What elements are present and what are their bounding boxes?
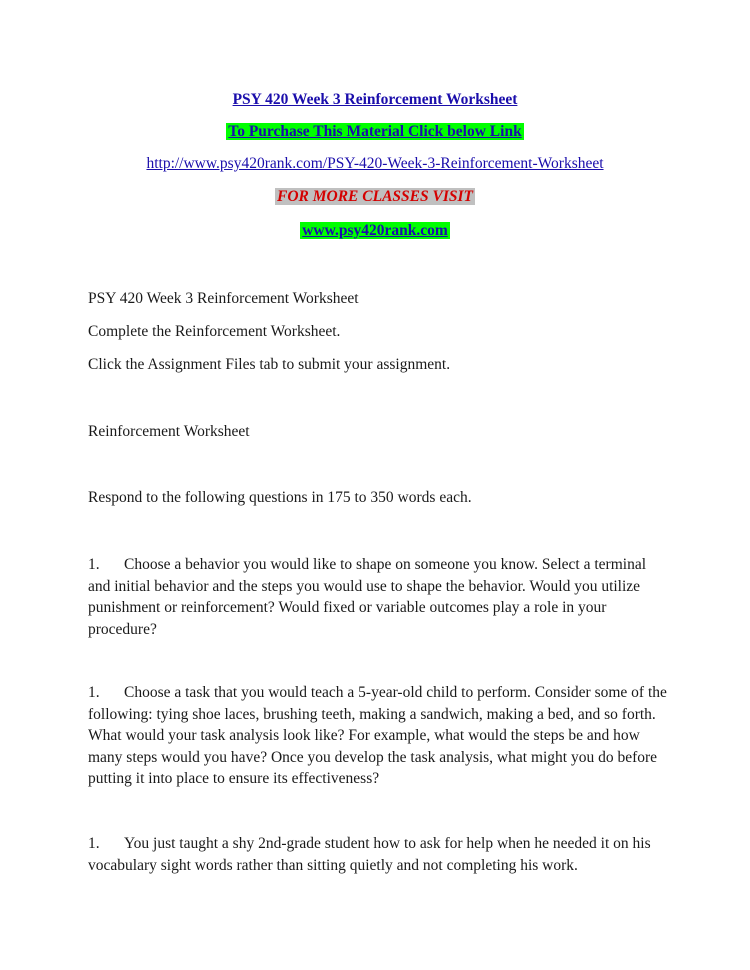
question-text: You just taught a shy 2nd-grade student how to ask for help when he needed it on his vocabulary sight words rather than sitting quietly and not completing his work. [88, 835, 651, 874]
question-number: 1. [88, 835, 100, 852]
section-heading: Reinforcement Worksheet [88, 423, 250, 440]
purchase-line [0, 122, 750, 142]
question-3 [88, 833, 668, 876]
site-link[interactable]: www.psy420rank.com [302, 222, 448, 239]
purchase-link[interactable]: To Purchase This Material Click below Link [228, 123, 522, 140]
instruction-1: Complete the Reinforcement Worksheet. [88, 323, 341, 340]
question-text: Choose a behavior you would like to shape on someone you know. Select a terminal and initial behavior and the steps you would use to shape the behavior. Would you utilize punishment or reinforcement? Would fixed or variable outcomes play a role in your procedure? [88, 556, 647, 638]
question-text: Choose a task that you would teach a 5-year-old child to perform. Consider some of the following: tying shoe laces, brushing teeth, making a sandwich, making a bed, and so forth. What would your task analysis look like? For example, what would the steps be and how many steps would you have? Once you develop the task analysis, what might you do before putting it into place to ensure its effectiveness? [88, 684, 667, 787]
question-number: 1. [88, 684, 100, 701]
instruction-2: Click the Assignment Files tab to submit your assignment. [88, 356, 451, 373]
more-classes-line [0, 187, 750, 207]
more-classes-text: FOR MORE CLASSES VISIT [277, 188, 473, 205]
question-2 [88, 682, 668, 790]
title-link[interactable]: PSY 420 Week 3 Reinforcement Worksheet [232, 91, 518, 108]
question-number: 1. [88, 556, 100, 573]
doc-title: PSY 420 Week 3 Reinforcement Worksheet [88, 290, 359, 307]
title-line [0, 90, 750, 110]
intro-text: Respond to the following questions in 175 to 350 words each. [88, 489, 472, 506]
product-url-link[interactable]: http://www.psy420rank.com/PSY-420-Week-3-Reinforcement-Worksheet [146, 155, 604, 172]
question-1 [88, 554, 668, 640]
url-line [0, 154, 750, 174]
site-line [0, 221, 750, 241]
